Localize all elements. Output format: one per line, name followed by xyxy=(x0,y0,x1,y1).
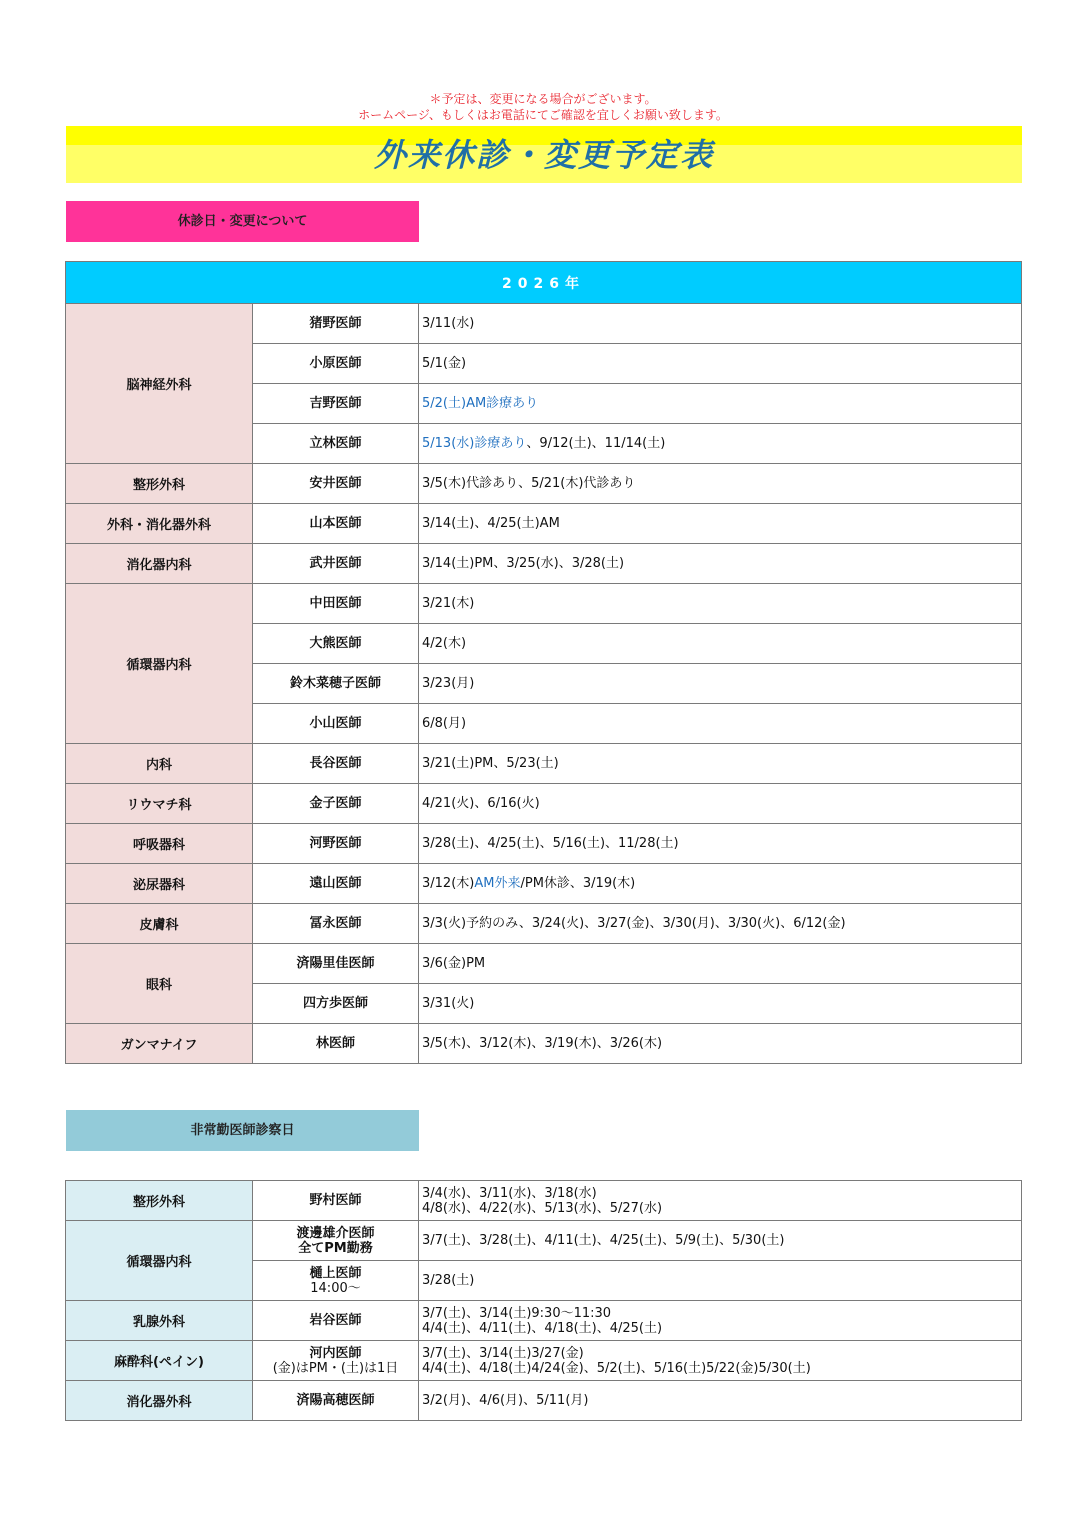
dept-cell: リウマチ科 xyxy=(66,784,253,824)
schedule-cell: 5/1(金) xyxy=(419,344,1022,384)
schedule-cell: 5/2(土)AM診療あり xyxy=(419,384,1022,424)
doctor-cell xyxy=(253,1341,419,1381)
schedule-cell: 4/2(木) xyxy=(419,624,1022,664)
dept-cell: 皮膚科 xyxy=(66,904,253,944)
table-row xyxy=(66,1221,1022,1261)
table-row xyxy=(66,304,1022,344)
parttime-schedule-table xyxy=(65,1180,1022,1421)
doctor-cell: 猪野医師 xyxy=(253,304,419,344)
doctor-cell xyxy=(253,1221,419,1261)
schedule-text: 、9/12(土)、11/14(土) xyxy=(526,436,666,451)
dept-cell: 眼科 xyxy=(66,944,253,1024)
notice-line-2: ホームページ、もしくはお電話にてご確認を宜しくお願い致します。 xyxy=(358,108,728,122)
table-row xyxy=(66,1181,1022,1221)
schedule-cell: 3/5(木)、3/12(木)、3/19(木)、3/26(木) xyxy=(419,1024,1022,1064)
schedule-text: 3/12(木) xyxy=(422,876,475,891)
dept-cell: 呼吸器科 xyxy=(66,824,253,864)
schedule-cell xyxy=(419,424,1022,464)
schedule-cell: 3/28(土)、4/25(土)、5/16(土)、11/28(土) xyxy=(419,824,1022,864)
doctor-cell: 立林医師 xyxy=(253,424,419,464)
doctor-note: 全てPM勤務 xyxy=(298,1240,373,1256)
dept-cell: 循環器内科 xyxy=(66,1221,253,1301)
schedule-cell: 6/8(月) xyxy=(419,704,1022,744)
doctor-cell: 鈴木菜穂子医師 xyxy=(253,664,419,704)
dept-cell: 整形外科 xyxy=(66,1181,253,1221)
schedule-cell: 3/2(月)、4/6(月)、5/11(月) xyxy=(419,1381,1022,1421)
schedule-cell: 3/3(火)予約のみ、3/24(火)、3/27(金)、3/30(月)、3/30(火)、6/12(金) xyxy=(419,904,1022,944)
schedule-line: 3/7(土)、3/14(土)3/27(金) xyxy=(422,1345,584,1361)
schedule-line: 4/8(水)、4/22(水)、5/13(水)、5/27(水) xyxy=(422,1200,663,1216)
schedule-cell: 3/28(土) xyxy=(419,1261,1022,1301)
schedule-cell xyxy=(419,864,1022,904)
doctor-name: 渡邊雄介医師 xyxy=(296,1225,375,1241)
closure-schedule-table xyxy=(65,261,1022,1064)
schedule-cell: 4/21(火)、6/16(火) xyxy=(419,784,1022,824)
doctor-cell: 長谷医師 xyxy=(253,744,419,784)
schedule-cell: 3/23(月) xyxy=(419,664,1022,704)
dept-cell: 消化器外科 xyxy=(66,1381,253,1421)
doctor-note: 14:00〜 xyxy=(310,1280,361,1296)
doctor-cell xyxy=(253,1261,419,1301)
doctor-cell: 野村医師 xyxy=(253,1181,419,1221)
dept-cell: 泌尿器科 xyxy=(66,864,253,904)
table-row xyxy=(66,544,1022,584)
table-row xyxy=(66,584,1022,624)
schedule-line: 4/4(土)、4/18(土)4/24(金)、5/2(土)、5/16(土)5/22(金)5/30(土) xyxy=(422,1360,811,1376)
dept-cell: 消化器内科 xyxy=(66,544,253,584)
doctor-cell: 河野医師 xyxy=(253,824,419,864)
doctor-cell: 武井医師 xyxy=(253,544,419,584)
schedule-cell xyxy=(419,1301,1022,1341)
doctor-cell: 冨永医師 xyxy=(253,904,419,944)
dept-cell: 整形外科 xyxy=(66,464,253,504)
doctor-name: 河内医師 xyxy=(309,1345,362,1361)
notice-line-1: ＊予定は、変更になる場合がございます。 xyxy=(429,92,657,106)
schedule-cell: 3/6(金)PM xyxy=(419,944,1022,984)
schedule-highlight: 5/13(水)診療あり xyxy=(422,436,527,451)
schedule-cell: 3/14(土)、4/25(土)AM xyxy=(419,504,1022,544)
dept-cell: ガンマナイフ xyxy=(66,1024,253,1064)
table-row xyxy=(66,744,1022,784)
dept-cell: 外科・消化器外科 xyxy=(66,504,253,544)
table-row xyxy=(66,784,1022,824)
dept-cell: 内科 xyxy=(66,744,253,784)
table-row xyxy=(66,1301,1022,1341)
doctor-cell: 小山医師 xyxy=(253,704,419,744)
schedule-text: /PM休診、3/19(木) xyxy=(520,876,636,891)
doctor-cell: 小原医師 xyxy=(253,344,419,384)
doctor-name: 樋上医師 xyxy=(309,1265,362,1281)
schedule-cell: 3/21(木) xyxy=(419,584,1022,624)
table-row xyxy=(66,824,1022,864)
doctor-cell: 安井医師 xyxy=(253,464,419,504)
table-row xyxy=(66,464,1022,504)
schedule-cell: 3/5(木)代診あり、5/21(木)代診あり xyxy=(419,464,1022,504)
table-row xyxy=(66,1381,1022,1421)
schedule-line: 3/7(土)、3/14(土)9:30〜11:30 xyxy=(422,1305,612,1321)
doctor-cell: 吉野医師 xyxy=(253,384,419,424)
year-header-row xyxy=(66,262,1022,304)
schedule-cell: 3/7(土)、3/28(土)、4/11(土)、4/25(土)、5/9(土)、5/30(土) xyxy=(419,1221,1022,1261)
dept-cell: 循環器内科 xyxy=(66,584,253,744)
title-banner xyxy=(66,126,1022,183)
table-row xyxy=(66,504,1022,544)
table-row xyxy=(66,1341,1022,1381)
parttime-section-label: 非常勤医師診察日 xyxy=(66,1110,419,1151)
table-row xyxy=(66,944,1022,984)
doctor-cell: 山本医師 xyxy=(253,504,419,544)
schedule-cell: 3/11(水) xyxy=(419,304,1022,344)
doctor-note: (金)はPM・(土)は1日 xyxy=(272,1360,399,1376)
dept-cell: 乳腺外科 xyxy=(66,1301,253,1341)
doctor-cell: 済陽高穂医師 xyxy=(253,1381,419,1421)
page-title: 外来休診・変更予定表 xyxy=(373,136,714,174)
schedule-cell xyxy=(419,1341,1022,1381)
table-row xyxy=(66,864,1022,904)
schedule-line: 3/4(水)、3/11(水)、3/18(水) xyxy=(422,1185,597,1201)
dept-cell: 脳神経外科 xyxy=(66,304,253,464)
change-notice xyxy=(0,91,1086,123)
doctor-cell: 岩谷医師 xyxy=(253,1301,419,1341)
doctor-cell: 遠山医師 xyxy=(253,864,419,904)
doctor-cell: 中田医師 xyxy=(253,584,419,624)
table-row xyxy=(66,1024,1022,1064)
schedule-highlight: AM外来 xyxy=(474,876,521,891)
year-header: 2026年 xyxy=(66,262,1022,304)
doctor-cell: 済陽里佳医師 xyxy=(253,944,419,984)
closure-section-label: 休診日・変更について xyxy=(66,201,419,242)
schedule-cell: 3/14(土)PM、3/25(水)、3/28(土) xyxy=(419,544,1022,584)
schedule-cell: 3/31(火) xyxy=(419,984,1022,1024)
schedule-cell: 3/21(土)PM、5/23(土) xyxy=(419,744,1022,784)
doctor-cell: 四方歩医師 xyxy=(253,984,419,1024)
dept-cell: 麻酔科(ペイン) xyxy=(66,1341,253,1381)
table-row xyxy=(66,904,1022,944)
doctor-cell: 金子医師 xyxy=(253,784,419,824)
schedule-line: 4/4(土)、4/11(土)、4/18(土)、4/25(土) xyxy=(422,1320,663,1336)
doctor-cell: 林医師 xyxy=(253,1024,419,1064)
schedule-cell xyxy=(419,1181,1022,1221)
doctor-cell: 大熊医師 xyxy=(253,624,419,664)
